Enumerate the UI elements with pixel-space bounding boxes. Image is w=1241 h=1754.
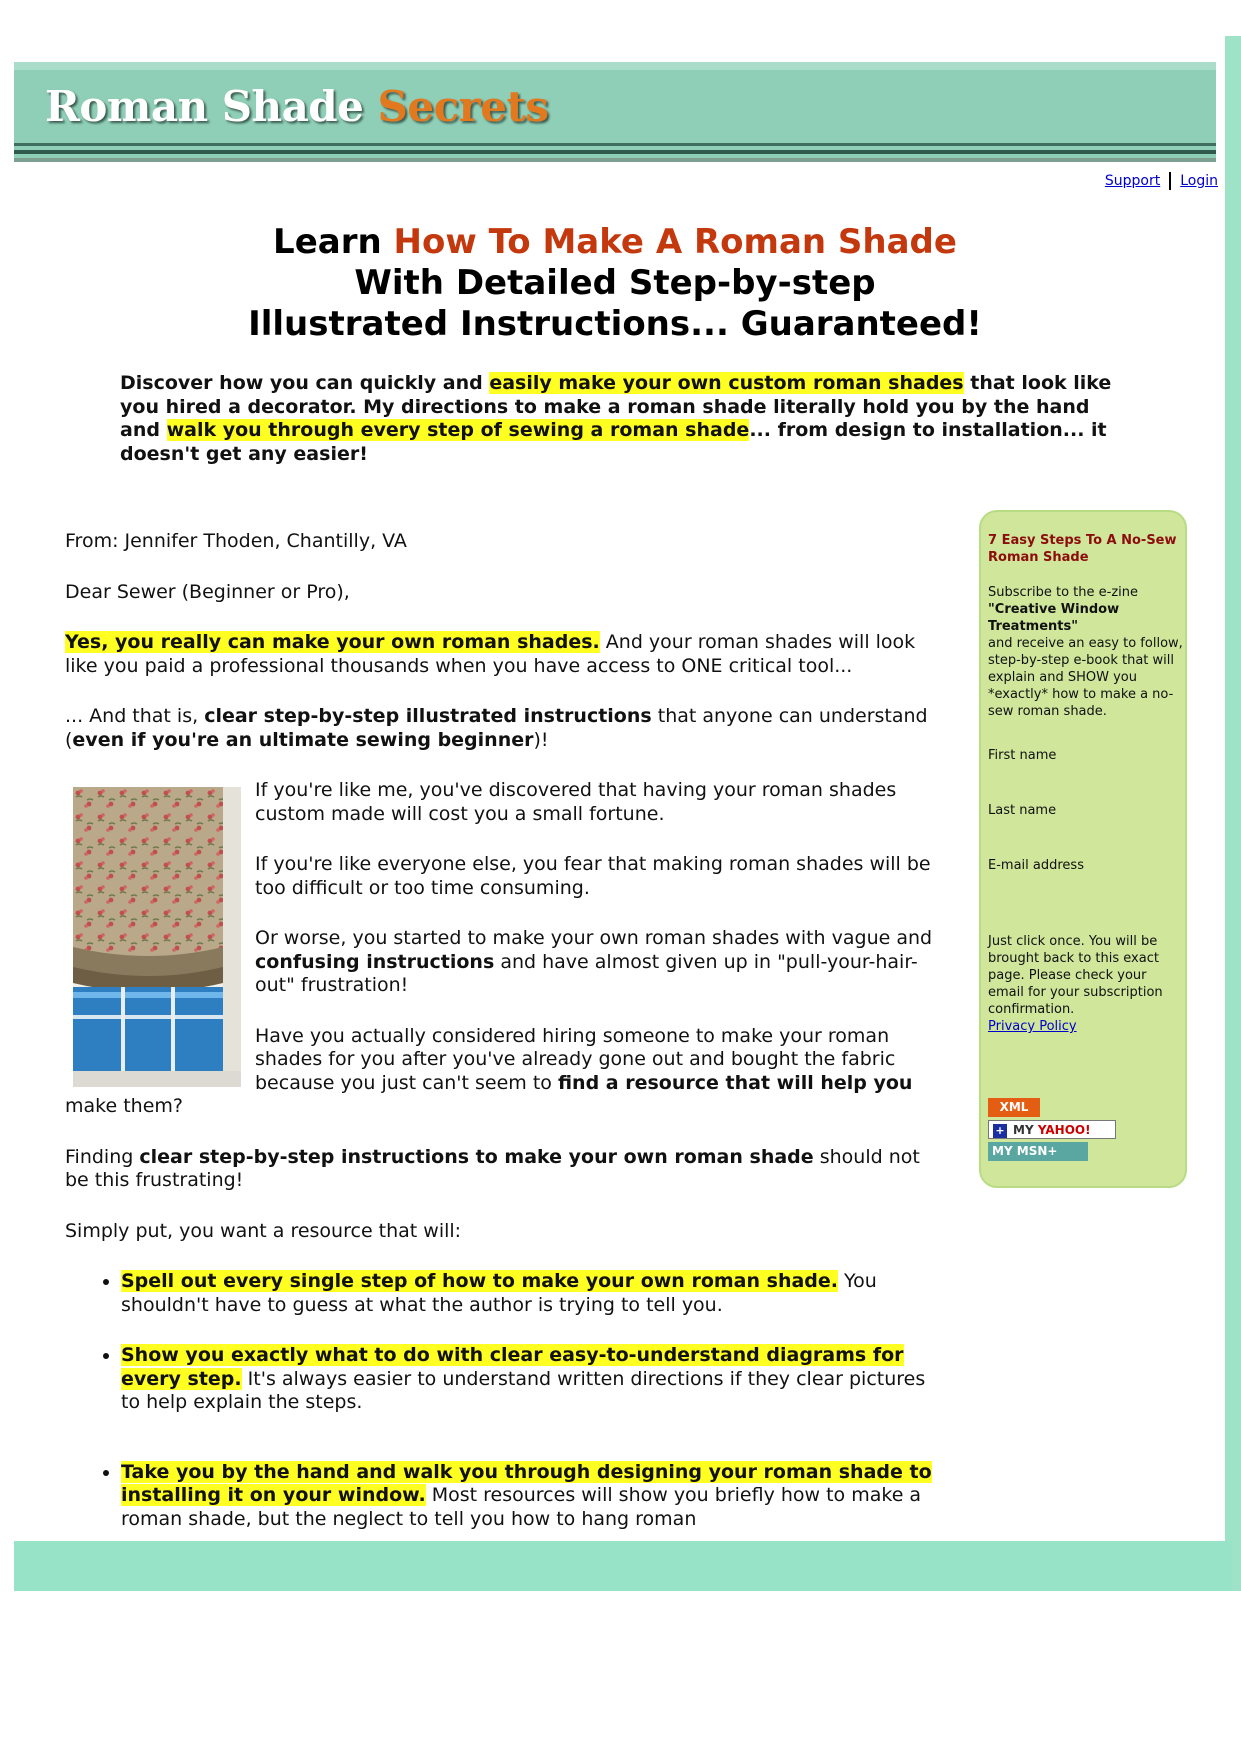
header-top-band [14,62,1216,70]
headline-line3: Illustrated Instructions... Guaranteed! [248,304,982,344]
letter-greeting: Dear Sewer (Beginner or Pro), [65,580,350,603]
letter-paragraph [65,1146,945,1193]
body-text: Finding [65,1145,134,1168]
subscribe-note: Just click once. You will be brought back to this exact page. Please check your email for your subscription confirmation. [988,934,1163,1017]
highlight-text: Yes, you really can make your own roman shades. [65,631,600,653]
bold-text: clear step-by-step instructions to make your own roman shade [139,1145,814,1168]
support-link[interactable]: Support [1104,173,1161,189]
bold-text: clear step-by-step illustrated instructions [204,705,652,727]
body-text: ... And that is, [65,705,199,727]
intro-paragraph [120,372,1120,466]
intro-text: that look like you hired a decorator. My directions to make a roman shade literally hold you by the hand and [120,372,1112,441]
ezine-name: "Creative Window Treatments" [988,602,1120,634]
roman-shade-photo [73,787,241,1087]
page-right-strip [1225,36,1241,1591]
highlight-text: Take you by the hand and walk you through designing your roman shade to installing it on your window. [121,1460,932,1506]
add-to-my-yahoo-button[interactable] [988,1120,1116,1139]
headline-red: How To Make A Roman Shade [393,222,957,262]
intro-highlight: easily make your own custom roman shades [489,372,964,394]
footer-band [14,1541,1232,1591]
subscribe-text [988,584,1184,720]
highlight-text: Spell out every single step of how to make your own roman shade. [121,1270,838,1292]
feed-badges [988,1098,1116,1164]
letter-paragraph [65,631,945,678]
link-separator [1169,172,1171,190]
letter-body [65,530,945,1558]
yahoo-my: MY [1013,1123,1034,1137]
login-link[interactable]: Login [1180,173,1218,189]
headline-line2: With Detailed Step-by-step [354,263,876,303]
letter-from: From: Jennifer Thoden, Chantilly, VA [65,530,407,552]
site-header [14,62,1216,162]
top-links [1105,172,1218,190]
privacy-policy-link[interactable]: Privacy Policy [988,1019,1077,1034]
intro-text: Discover how you can quickly and [120,372,483,394]
header-rule [14,158,1216,162]
sidebar-content [988,532,1184,1035]
last-name-label: Last name [988,803,1057,818]
page-frame [14,36,1232,1591]
yahoo-logo-text: YAHOO! [1037,1123,1091,1137]
body-text: And your roman shades will look like you paid a professional thousands when you have access to ONE critical tool... [65,631,916,677]
body-text: and have almost given up in "pull-your-hair-out" frustration! [255,950,918,996]
letter-paragraph: If you're like everyone else, you fear that making roman shades will be too difficult or too time consuming. [255,853,931,899]
xml-feed-button[interactable]: XML [988,1098,1040,1117]
letter-paragraph: Simply put, you want a resource that will: [65,1219,462,1242]
body-text: that anyone can understand ( [65,705,928,751]
letter-paragraph [65,705,945,752]
page-headline [14,222,1216,345]
benefit-list [65,1270,945,1531]
body-text: It's always easier to understand written directions if they clear pictures to help explain the steps. [121,1367,926,1413]
body-text: Most resources will show you briefly how to make a roman shade, but the neglect to tell you how to hang roman [121,1484,922,1530]
subscribe-sidebar [979,510,1187,1188]
roman-shade-illustration [73,787,241,1087]
email-label: E-mail address [988,858,1084,873]
list-item [121,1344,945,1415]
body-text: should not be this frustrating! [65,1145,920,1191]
first-name-label: First name [988,748,1057,763]
body-text: make them? [65,1095,183,1117]
promo-title: 7 Easy Steps To A No-Sew Roman Shade [988,533,1177,565]
intro-highlight: walk you through every step of sewing a roman shade [166,419,750,441]
intro-text: ... from design to installation... it doesn't get any easier! [120,419,1107,465]
bold-text: even if you're an ultimate sewing beginner [72,728,534,751]
letter-paragraph: If you're like me, you've discovered that having your roman shades custom made will cost you a small fortune. [255,779,897,825]
header-rule [14,143,1216,146]
body-text: Have you actually considered hiring someone to make your roman shades for you after you've already gone out and bought the fabric because you just can't seem to [255,1024,896,1094]
bold-text: confusing instructions [255,950,495,973]
add-to-my-msn-button[interactable]: MY MSN+ [988,1142,1088,1161]
body-text: )! [533,728,549,751]
header-rule [14,150,1216,154]
list-item [121,1461,945,1532]
body-text: Or worse, you started to make your own roman shades with vague and [255,927,933,949]
headline-prefix: Learn [273,222,382,262]
subscribe-line: Subscribe to the e-zine [988,585,1139,600]
plus-icon: + [993,1124,1007,1138]
site-logo[interactable] [45,82,549,131]
list-item [121,1270,945,1317]
subscribe-line: and receive an easy to follow, step-by-step e-book that will explain and SHOW you *exactly* how to make a no-sew roman shade. [988,636,1183,719]
body-text: You shouldn't have to guess at what the author is trying to tell you. [121,1270,877,1316]
logo-word-roman-shade: Roman Shade [45,82,364,131]
bold-text: find a resource that will help you [557,1071,913,1094]
logo-word-secrets: Secrets [377,82,549,131]
highlight-text: Show you exactly what to do with clear easy-to-understand diagrams for every step. [121,1344,904,1390]
